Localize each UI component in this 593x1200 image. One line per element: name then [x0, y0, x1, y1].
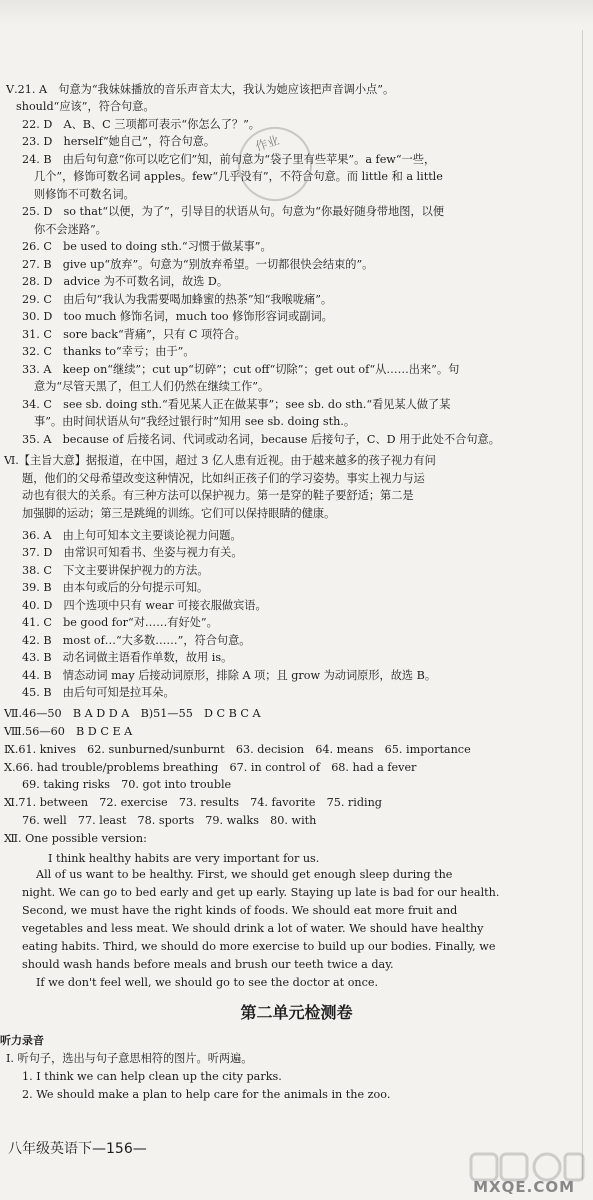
essay-line7: should wash hands before meals and brush our teeth twice a day. [22, 958, 394, 971]
answers-76-80: 76. well 77. least 78. sports 79. walks 80. with [22, 814, 317, 827]
essay-line5: vegetables and less meat. We should drink a lot of water. We should have healthy [22, 922, 484, 935]
answers-61-65: Ⅸ.61. knives 62. sunburned/sunburnt 63. decision 64. means 65. importance [4, 743, 471, 756]
answer-34-cont: 事”。由时间状语从句“我经过银行时”知用 see sb. doing sth.。 [34, 415, 356, 428]
stamp-label: 作业 [253, 133, 281, 154]
answer-24-cont: 几个”，修饰可数名词 apples。few“几乎没有”，不符合句意。而 little 和 a little [34, 170, 443, 183]
answer-40: 40. D 四个选项中只有 wear 可接衣服做宾语。 [22, 599, 267, 612]
main-idea-line2: 题，他们的父母希望改变这种情况，比如纠正孩子们的学习姿势。事实上视力与运 [22, 472, 425, 485]
essay-line4: Second, we must have the right kinds of foods. We should eat more fruit and [22, 904, 458, 917]
answer-27: 27. B give up“放弃”。句意为“别放弃希望。一切都很快会结束的”。 [22, 258, 374, 271]
listening-section-label: 听力录音 [0, 1034, 44, 1047]
answers-56-60: Ⅷ.56—60 B D C E A [4, 725, 133, 738]
essay-line3: night. We can go to bed early and get up early. Staying up late is bad for our health. [22, 886, 500, 899]
answer-24-cont2: 则修饰不可数名词。 [34, 188, 135, 201]
answer-22: 22. D A、B、C 三项都可表示“你怎么了？”。 [22, 118, 260, 131]
answer-36: 36. A 由上句可知本文主要谈论视力问题。 [22, 529, 242, 542]
answer-34: 34. C see sb. doing sth.“看见某人正在做某事”；see sb. do sth.“看见某人做了某 [22, 398, 451, 411]
essay-line6: eating habits. Third, we should do more exercise to build up our bodies. Finally, we [22, 940, 496, 953]
answer-21-cont: should“应该”，符合句意。 [16, 100, 155, 113]
answer-39: 39. B 由本句或后的分句提示可知。 [22, 581, 209, 594]
writing-heading: Ⅻ. One possible version: [4, 832, 147, 845]
listening-instruction: Ⅰ. 听句子，选出与句子意思相符的图片。听两遍。 [6, 1052, 253, 1065]
essay-line8: If we don't feel well, we should go to see the doctor at once. [36, 976, 379, 989]
unit-title: 第二单元检测卷 [240, 1003, 353, 1022]
answer-32: 32. C thanks to“幸亏；由于”。 [22, 345, 195, 358]
answer-28: 28. D advice 为不可数名词，故选 D。 [22, 275, 229, 288]
answer-45: 45. B 由后句可知是拉耳朵。 [22, 686, 175, 699]
answer-30: 30. D too much 修饰名词，much too 修饰形容词或副词。 [22, 310, 333, 323]
main-idea-line4: 加强脚的运动；第三是跳绳的训练。它们可以保持眼睛的健康。 [22, 507, 336, 520]
answer-29: 29. C 由后句“我认为我需要喝加蜂蜜的热茶”知“我喉咙痛”。 [22, 293, 333, 306]
answer-38: 38. C 下文主要讲保护视力的方法。 [22, 564, 209, 577]
listening-sentence-1: 1. I think we can help clean up the city parks. [22, 1070, 282, 1083]
answer-42: 42. B most of…“大多数……”，符合句意。 [22, 634, 251, 647]
listening-sentence-2: 2. We should make a plan to help care for the animals in the zoo. [22, 1088, 391, 1101]
answer-33-cont: 意为“尽管天黑了，但工人们仍然在继续工作”。 [34, 380, 270, 393]
answer-43: 43. B 动名词做主语看作单数，故用 is。 [22, 651, 233, 664]
answer-44: 44. B 情态动词 may 后接动词原形，排除 A 项；且 grow 为动词原形，故选 B。 [22, 669, 437, 682]
main-idea-line3: 动也有很大的关系。有三种方法可以保护视力。第一是穿的鞋子要舒适；第二是 [22, 489, 414, 502]
answer-26: 26. C be used to doing sth.“习惯于做某事”。 [22, 240, 272, 253]
answer-35: 35. A because of 后接名词、代词或动名词，because 后接句子，C、D 用于此处不合句意。 [22, 433, 500, 446]
answers-66-68: Ⅹ.66. had trouble/problems breathing 67. in control of 68. had a fever [4, 761, 417, 774]
answer-31: 31. C sore back“背痛”，只有 C 项符合。 [22, 328, 246, 341]
answer-37: 37. D 由常识可知看书、坐姿与视力有关。 [22, 546, 243, 559]
essay-line1: I think healthy habits are very important for us. [48, 852, 320, 865]
answer-33: 33. A keep on“继续”；cut up“切碎”；cut off“切除”；get out of“从……出来”。句 [22, 363, 460, 376]
answer-25: 25. D so that“以便，为了”，引导目的状语从句。句意为“你最好随身带地图，以便 [22, 205, 445, 218]
answer-25-cont: 你不会迷路”。 [34, 223, 107, 236]
answer-21: Ⅴ.21. A 句意为“我妹妹播放的音乐声音太大，我认为她应该把声音调小点”。 [6, 83, 395, 96]
answers-69-70: 69. taking risks 70. got into trouble [22, 778, 232, 791]
answers-46-55: Ⅶ.46—50 B A D D A B)51—55 D C B C A [4, 707, 261, 720]
page-footer: 八年级英语下—156— [8, 1141, 147, 1157]
answers-71-75: Ⅺ.71. between 72. exercise 73. results 74. favorite 75. riding [4, 796, 382, 809]
watermark-text: MXQE.COM [473, 1178, 575, 1196]
essay-line2: All of us want to be healthy. First, we should get enough sleep during the [36, 868, 453, 881]
main-idea-line1: Ⅵ.【主旨大意】据报道，在中国，超过 3 亿人患有近视。由于越来越多的孩子视力有问 [4, 454, 436, 467]
top-shadow [0, 0, 593, 24]
answer-24: 24. B 由后句句意“你可以吃它们”知，前句意为“袋子里有些苹果”。a few“一些， [22, 153, 436, 166]
answer-41: 41. C be good for“对……有好处”。 [22, 616, 218, 629]
answer-23: 23. D herself“她自己”，符合句意。 [22, 135, 216, 148]
